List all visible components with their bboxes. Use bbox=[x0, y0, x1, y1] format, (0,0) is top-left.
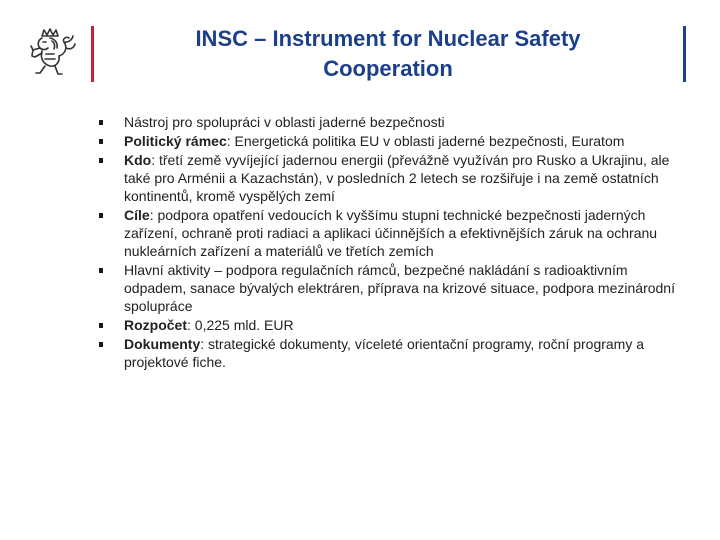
square-bullet-icon bbox=[99, 213, 103, 218]
bullet-label: Kdo bbox=[124, 152, 152, 168]
bullet-label: Dokumenty bbox=[124, 336, 201, 352]
square-bullet-icon bbox=[99, 139, 103, 144]
red-divider-bar bbox=[91, 26, 94, 82]
czech-lion-logo-icon bbox=[28, 26, 78, 84]
list-item bbox=[96, 316, 676, 334]
bullet-text: : 0,225 mld. EUR bbox=[187, 317, 294, 333]
bullet-text: : Energetická politika EU v oblasti jaderné bezpečnosti, Euratom bbox=[226, 133, 625, 149]
square-bullet-icon bbox=[99, 323, 103, 328]
list-item bbox=[96, 261, 676, 315]
bullet-list bbox=[96, 113, 676, 371]
square-bullet-icon bbox=[99, 342, 103, 347]
list-item bbox=[96, 132, 676, 150]
bullet-label: Rozpočet bbox=[124, 317, 187, 333]
bullet-label: Politický rámec bbox=[124, 133, 227, 149]
list-item bbox=[96, 206, 676, 260]
page-title bbox=[130, 24, 646, 84]
bullet-text: : třetí země vyvíjející jadernou energii (převážně využíván pro Rusko a Ukrajinu, ale také pro Arménii a Kazachstán), v posledních 2 letech se rozšiřuje i na země ostatních kontinentů, kromě vyspělých zemí bbox=[124, 152, 670, 204]
bullet-text: Hlavní aktivity – podpora regulačních rámců, bezpečné nakládání s radioaktivním odpadem, sanace bývalých elektráren, příprava na krizové situace, podpora mezinárodní spolupráce bbox=[124, 262, 675, 314]
bullet-text: : strategické dokumenty, víceleté orientační programy, roční programy a projektové fiche. bbox=[124, 336, 645, 370]
bullet-text: : podpora opatření vedoucích k vyššímu stupni technické bezpečnosti jaderných zařízení, ochraně proti radiaci a aplikaci účinnějších a efektivnějších záruk na ochranu nukleárních zařízení a materiálů ve třetích zemích bbox=[124, 207, 658, 259]
list-item bbox=[96, 151, 676, 205]
bullet-text: Nástroj pro spolupráci v oblasti jaderné bezpečnosti bbox=[124, 114, 445, 130]
square-bullet-icon bbox=[99, 158, 103, 163]
bullet-label: Cíle bbox=[124, 207, 150, 223]
square-bullet-icon bbox=[99, 120, 103, 125]
list-item bbox=[96, 113, 676, 131]
title-line-1: INSC – Instrument for Nuclear Safety bbox=[195, 26, 581, 51]
square-bullet-icon bbox=[99, 268, 103, 273]
title-line-2: Cooperation bbox=[323, 56, 453, 81]
list-item bbox=[96, 335, 676, 371]
blue-divider-bar bbox=[683, 26, 686, 82]
